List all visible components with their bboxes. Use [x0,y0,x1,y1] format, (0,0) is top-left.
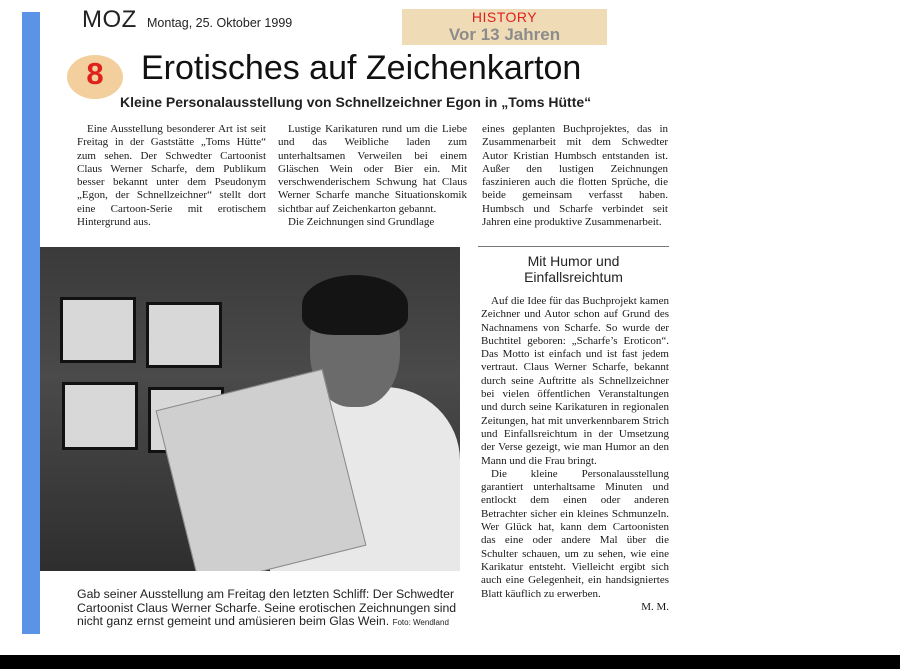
photo-credit: Foto: Wendland [392,618,449,628]
article-subheadline: Kleine Personalausstellung von Schnellzeichner Egon in „Toms Hütte“ [120,94,592,110]
column-3-text: eines geplanten Buchprojektes, das in Zusammenarbeit mit dem Schwedter Autor Kristian Humbsch entstanden ist. Außer den lustigen Zeichnungen faszinieren auch die flotten Sprüche, die beide gemeinsam verfasst haben. Humbsch und Scharfe verbindet seit Jahren eine produktive Zusammenarbeit. [482,123,668,229]
bottom-black-bar [0,655,900,669]
wall-picture-frame [146,302,222,368]
box-title: Mit Humor und Einfallsreichtum [524,253,623,285]
column-1-text: Eine Ausstellung besonderer Art ist seit Freitag in der Gaststätte „Toms Hütte“ zum sehen. Der Schwedter Cartoonist Claus Werner Scharfe, dem Publikum besser bekannt unter dem Pseudonym „Egon, der Schnellzeichner“ stellt dort eine Cartoon-Serie mit erotischem Hintergrund aus. [77,123,266,229]
newspaper-name: MOZ [82,6,137,33]
author-initials: M. M. [641,600,669,613]
article-headline: Erotisches auf Zeichenkarton [141,49,582,87]
wall-picture-frame [60,297,136,363]
box-paragraph-2: Die kleine Personalausstellung garantiert unterhaltsame Minuten und entlockt dem einen oder anderen Betrachter sicher ein kleines Schmunzeln. Wer Glück hat, kann dem Cartoonisten das eine oder andere Mal über die Schulter schauen, um zu sehen, wie eine Karikatur entsteht. Vielleicht ergibt sich auch eine Gelegenheit, ein handsigniertes Blatt käuflich zu erwerben. [481,467,669,600]
column-2-text: Lustige Karikaturen rund um die Liebe und das Weibliche laden zum unterhaltsamen Verweilen bei einem Gläschen Wein oder Bier ein. Mit verschwenderischem Schwung hat Claus Werner Scharfe manche Situationskomik sichtbar auf Zeichenkarton gebannt. [278,123,467,215]
article-column-2 [278,123,467,229]
box-body [481,295,669,614]
page-number: 8 [86,56,104,91]
wall-picture-frame [62,382,138,450]
years-ago-label: Vor 13 Jahren [448,25,561,44]
left-accent-bar [22,12,40,634]
caption-text: Gab seiner Ausstellung am Freitag den letzten Schliff: Der Schwedter Cartoonist Claus Werner Scharfe. Seine erotischen Zeichnungen sind nicht ganz ernst gemeint und amüsieren beim Glas Wein. [77,587,457,629]
article-column-3 [482,123,668,229]
box-divider [478,246,669,247]
box-paragraph-1: Auf die Idee für das Buchprojekt kamen Zeichner und Autor schon auf Grund des Nachnamens von Scharfe. So wurde der Buchtitel geboren: „Scharfe’s Eroticon“. Das Motto ist einfach und ist fast jedem vertraut. Claus Werner Scharfe, bekannt durch seine Auftritte als Schnellzeichner bei vielen öffentlichen Veranstaltungen und durch seine Karikaturen in regionalen Zeitungen, hat mit unverkennbarem Strich und Einfallsreichtum in der Umsetzung der Verse gezeigt, wie man Humor an den Mann und die Frau bringt. [481,295,669,467]
photo-caption [77,588,467,630]
column-2-continuation: Die Zeichnungen sind Grundlage [288,216,435,229]
history-label: HISTORY [471,9,538,25]
article-photo [40,247,460,571]
issue-date: Montag, 25. Oktober 1999 [147,16,293,30]
article-column-1 [77,123,266,229]
person-hair [302,275,408,335]
